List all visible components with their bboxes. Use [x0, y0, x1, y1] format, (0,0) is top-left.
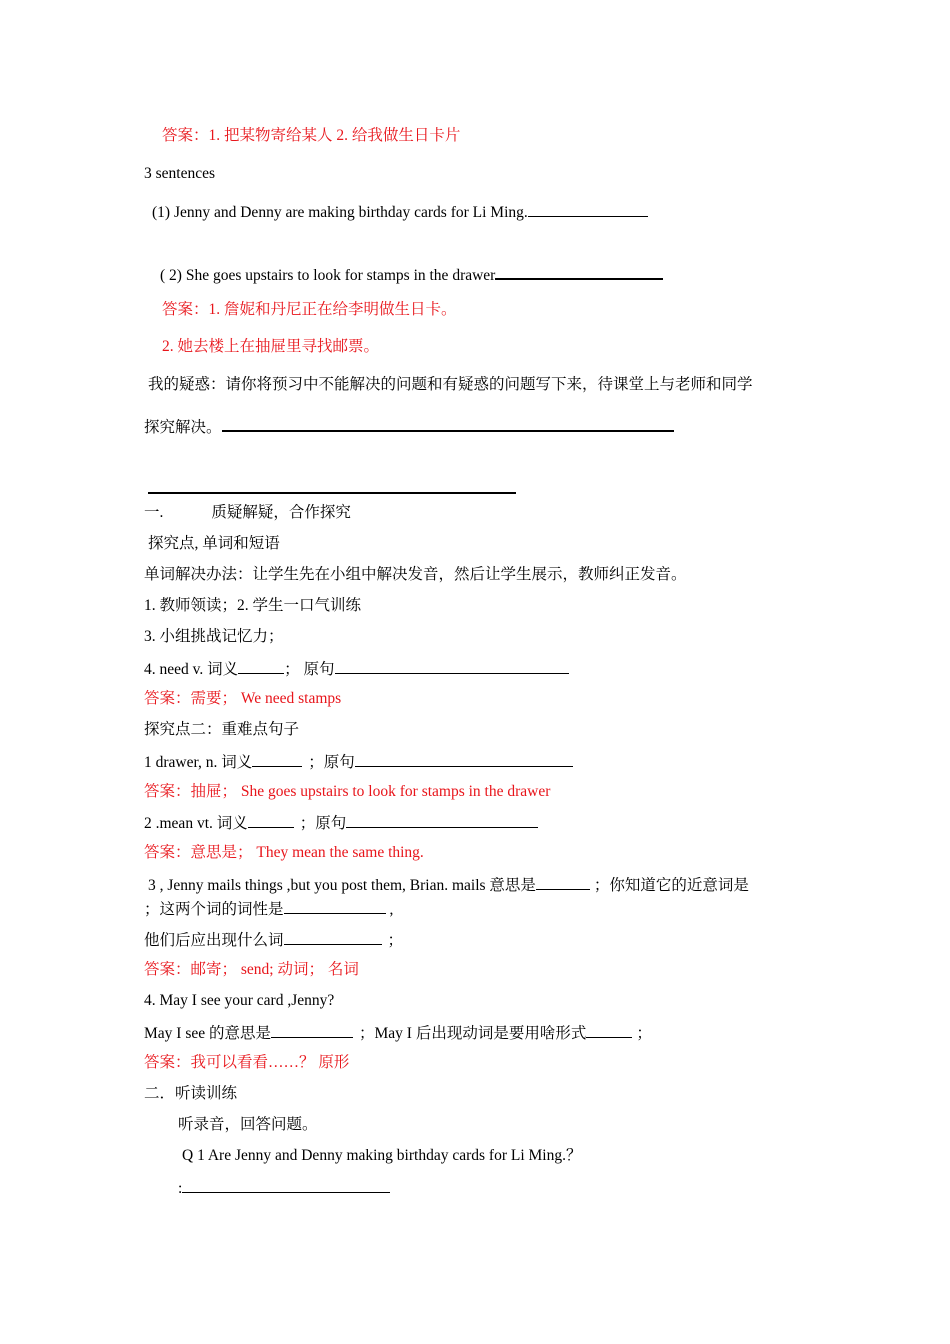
may-see-label: May I see 的意思是	[144, 1025, 271, 1042]
section-1-title: 质疑解疑，合作探究	[211, 504, 351, 521]
drawer-label: 1 drawer, n. 词义	[144, 754, 253, 771]
may-i-semicolon: ；	[636, 1025, 652, 1042]
sentence-2-text: ( 2) She goes upstairs to look for stamps in the drawer	[160, 267, 496, 284]
mails-line	[148, 874, 749, 896]
answer-mail-phrases: 答案：1. 把某物寄给某人 2. 给我做生日卡片	[162, 127, 461, 144]
sentence-1-blank[interactable]	[528, 201, 648, 217]
sentences-heading: 3 sentences	[144, 165, 216, 182]
mean-label: 2 .mean vt. 词义	[144, 815, 248, 832]
after-word-blank[interactable]	[284, 929, 382, 945]
mails-meaning-blank[interactable]	[536, 874, 590, 890]
mails-comma: ,	[389, 901, 394, 918]
drawer-sentence-label: ；原句	[308, 754, 355, 771]
mean-meaning-blank[interactable]	[248, 812, 294, 828]
mails-line-2	[144, 898, 393, 920]
sentence-2	[160, 263, 663, 286]
explore-point-1: 探究点, 单词和短语	[148, 535, 280, 552]
answer-mails: 答案：邮寄； send; 动词； 名词	[144, 961, 359, 978]
need-meaning-blank[interactable]	[238, 658, 284, 674]
listen-instruction: 听录音，回答问题。	[178, 1116, 318, 1133]
need-sentence-label: ； 原句	[284, 661, 335, 678]
section-1-heading	[144, 503, 351, 523]
drawer-meaning-blank[interactable]	[252, 751, 302, 767]
answer-sentence-2: 2. 她去楼上在抽屉里寻找邮票。	[162, 338, 380, 355]
listen-question-1: Q 1 Are Jenny and Denny making birthday cards for Li Ming.？	[182, 1147, 582, 1164]
step-3: 3. 小组挑战记忆力；	[144, 628, 284, 645]
mean-line	[144, 812, 538, 834]
mean-sentence-label: ；原句	[299, 815, 347, 832]
section-2-heading: 二．听读训练	[144, 1085, 238, 1102]
mails-pos-blank[interactable]	[284, 898, 386, 914]
section-1-number: 一.	[144, 504, 164, 521]
may-i-form-label: ；May I 后出现动词是要用啥形式	[359, 1025, 587, 1042]
doubt-line-1: 我的疑惑：请你将预习中不能解决的问题和有疑惑的问题写下来，待课堂上与老师和同学	[148, 376, 753, 393]
mails-synonym-label: ；你知道它的近意词是	[593, 877, 749, 894]
sentence-1-text: (1) Jenny and Denny are making birthday cards for Li Ming.	[152, 204, 528, 221]
doubt-blank[interactable]	[222, 415, 674, 432]
drawer-sentence-blank[interactable]	[355, 751, 573, 767]
question-4: 4. May I see your card ,Jenny?	[144, 992, 335, 1009]
may-i-form-blank[interactable]	[586, 1022, 632, 1038]
mean-sentence-blank[interactable]	[346, 812, 538, 828]
answer-may-see: 答案：我可以看看……？ 原形	[144, 1054, 350, 1071]
need-sentence-blank[interactable]	[335, 658, 569, 674]
answer-drawer: 答案：抽屉； She goes upstairs to look for stamps in the drawer	[144, 783, 551, 800]
doubt-line-2	[144, 415, 674, 438]
may-see-line	[144, 1022, 652, 1044]
explore-point-2: 探究点二：重难点句子	[144, 721, 300, 738]
answer-mean: 答案：意思是； They mean the same thing.	[144, 844, 424, 861]
after-word-label: 他们后应出现什么词	[144, 932, 284, 949]
after-word-line	[144, 929, 403, 951]
mails-pos-label: ；这两个词的词性是	[144, 901, 284, 918]
mails-label: 3 , Jenny mails things ,but you post them, Brian. mails 意思是	[148, 877, 536, 894]
need-label: 4. need v. 词义	[144, 661, 239, 678]
doubt-extra-blank[interactable]	[148, 492, 516, 494]
sentence-1	[152, 201, 648, 223]
after-word-semicolon: ；	[387, 932, 404, 949]
sentence-2-blank[interactable]	[495, 263, 663, 280]
answer-need: 答案：需要； We need stamps	[144, 690, 342, 707]
doubt-line-2-text: 探究解决。	[144, 419, 222, 436]
word-method: 单词解决办法：让学生先在小组中解决发音，然后让学生展示，教师纠正发音。	[144, 566, 687, 583]
listen-answer-blank[interactable]	[182, 1177, 390, 1193]
listen-answer-line	[178, 1177, 390, 1199]
steps-1-2: 1. 教师领读；2. 学生一口气训练	[144, 597, 362, 614]
listen-answer-colon: :	[178, 1180, 183, 1197]
drawer-line	[144, 751, 573, 773]
may-see-meaning-blank[interactable]	[271, 1022, 353, 1038]
need-line	[144, 658, 569, 680]
answer-sentence-1: 答案：1. 詹妮和丹尼正在给李明做生日卡。	[162, 301, 457, 318]
